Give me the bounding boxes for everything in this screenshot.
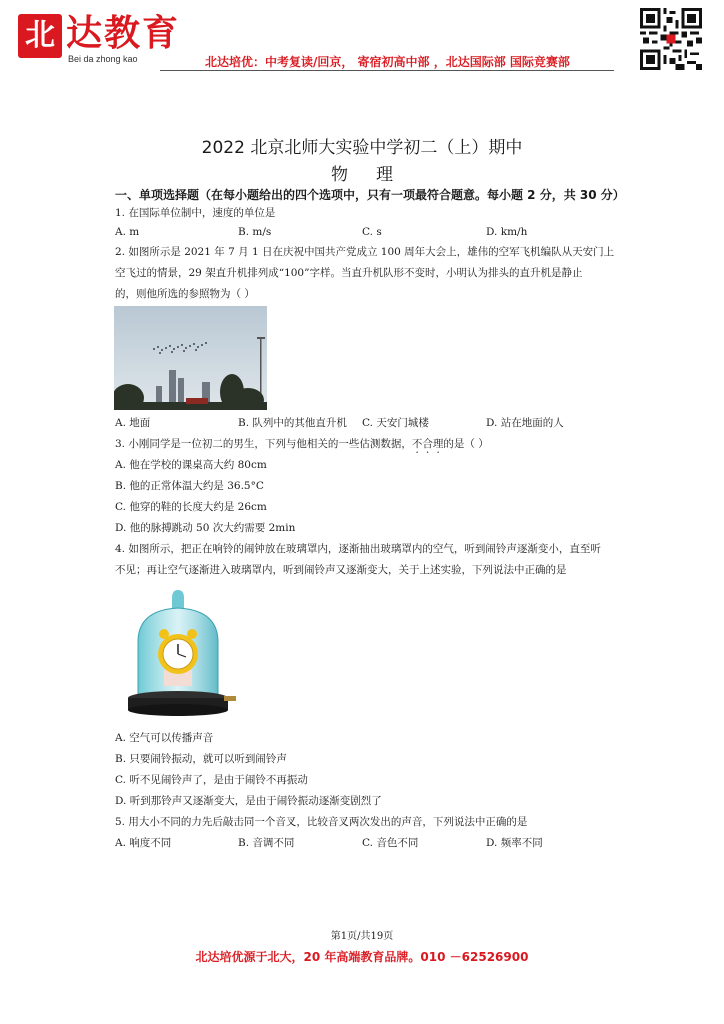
exam-title: 2022 北京北师大实验中学初二（上）期中 xyxy=(201,138,523,158)
q4-option-a: A. 空气可以传播声音 xyxy=(115,732,214,744)
q1-option-d: D. km/h xyxy=(486,226,528,238)
q3-stem-post: 的是（ ） xyxy=(443,438,489,450)
q1-stem: 1. 在国际单位制中，速度的单位是 xyxy=(115,207,276,219)
exam-subject: 物理 xyxy=(331,165,421,185)
q4-option-c: C. 听不见闹铃声了，是由于闹铃不再振动 xyxy=(115,774,308,786)
q5-option-a: A. 响度不同 xyxy=(115,837,172,849)
q5-stem: 5. 用大小不同的力先后敲击同一个音叉，比较音叉两次发出的声音，下列说法中正确的是 xyxy=(115,816,528,828)
q3-option-c: C. 他穿的鞋的长度大约是 26cm xyxy=(115,501,267,513)
qr-code-icon xyxy=(640,8,702,70)
logo-mark: 北 xyxy=(18,14,62,58)
header-slogan: 北达培优：中考复读/回京， 寄宿初高中部 ，北达国际部 国际竞赛部 xyxy=(205,55,570,69)
q2-option-c: C. 天安门城楼 xyxy=(362,417,429,429)
bell-jar-alarm-clock-illustration xyxy=(116,586,244,724)
q5-option-d: D. 频率不同 xyxy=(486,837,543,849)
q2-stem-line-2: 空飞过的情景，29 架直升机排列成“100”字样。当直升机队形不变时，小明认为排头的直升机是静止 xyxy=(115,267,583,279)
q3-stem xyxy=(115,437,489,456)
page-number: 第1页/共19页 xyxy=(330,931,394,942)
q4-stem-line-1: 4. 如图所示，把正在响铃的闹钟放在玻璃罩内，逐渐抽出玻璃罩内的空气，听到闹铃声逐渐变小，直至听 xyxy=(115,543,601,555)
q2-option-a: A. 地面 xyxy=(115,417,151,429)
q5-option-b: B. 音调不同 xyxy=(238,837,295,849)
q5-option-c: C. 音色不同 xyxy=(362,837,419,849)
footer-slogan: 北达培优源于北大，20 年高端教育品牌。010 －62526900 xyxy=(195,950,529,964)
q2-stem-line-3: 的，则他所选的参照物为（ ） xyxy=(115,288,255,300)
q4-option-b: B. 只要闹铃振动，就可以听到闹铃声 xyxy=(115,753,287,765)
q1-option-b: B. m/s xyxy=(238,226,272,238)
q1-option-a: A. m xyxy=(115,226,140,238)
logo-pinyin: Bei da zhong kao xyxy=(68,54,138,64)
logo-wordmark: 达教育 xyxy=(66,12,181,54)
q3-stem-pre: 3. 小刚同学是一位初二的男生，下列与他相关的一些估测数据， xyxy=(115,438,412,450)
q2-option-d: D. 站在地面的人 xyxy=(486,417,564,429)
q3-option-a: A. 他在学校的课桌高大约 80cm xyxy=(115,459,267,471)
q3-option-d: D. 他的脉搏跳动 50 次大约需要 2min xyxy=(115,522,296,534)
q2-stem-line-1: 2. 如图所示是 2021 年 7 月 1 日在庆祝中国共产党成立 100 周年大会上，雄伟的空军飞机编队从天安门上 xyxy=(115,246,615,258)
section-heading: 一、单项选择题（在每小题给出的四个选项中，只有一项最符合题意。每小题 2 分，共 30 分） xyxy=(115,188,625,202)
q2-option-b: B. 队列中的其他直升机 xyxy=(238,417,347,429)
q4-stem-line-2: 不见；再让空气逐渐进入玻璃罩内，听到闹铃声又逐渐变大，关于上述实验，下列说法中正确的是 xyxy=(115,564,567,576)
helicopter-formation-photo xyxy=(114,306,267,410)
q3-stem-emphasis: 不合理 xyxy=(411,438,444,450)
header-divider xyxy=(160,70,614,71)
q4-option-d: D. 听到那铃声又逐渐变大，是由于闹铃振动逐渐变剧烈了 xyxy=(115,795,382,807)
q3-option-b: B. 他的正常体温大约是 36.5°C xyxy=(115,480,264,492)
q1-option-c: C. s xyxy=(362,226,382,238)
